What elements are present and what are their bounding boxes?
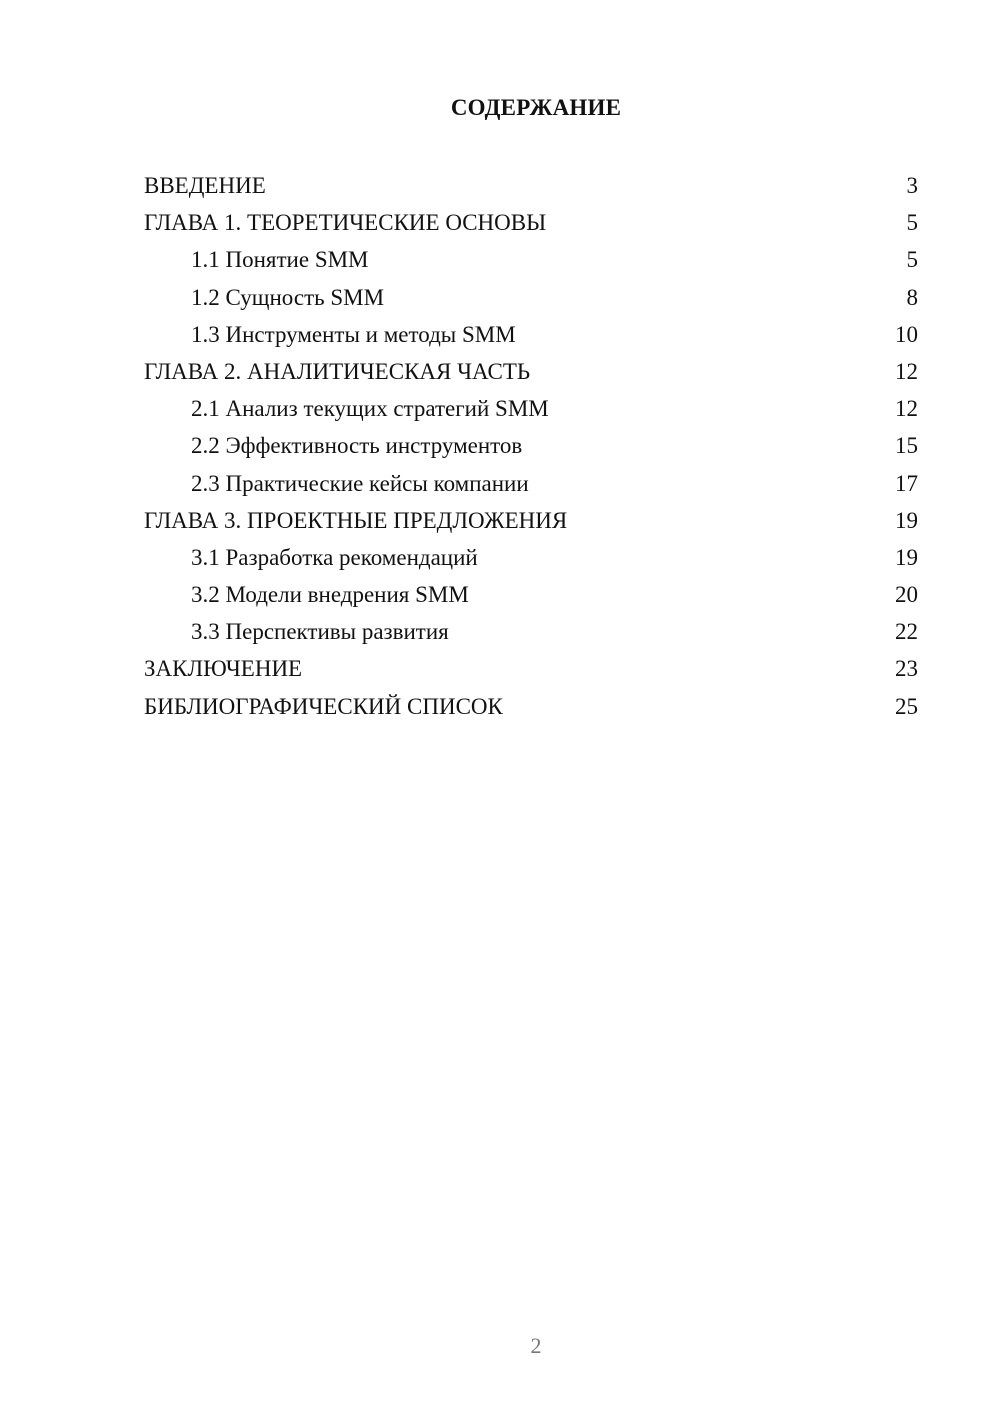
toc-entry-section-1-3[interactable] xyxy=(144,316,918,353)
toc-entry-label: 1.2 Сущность SMM xyxy=(191,284,385,310)
toc-entry-page: 15 xyxy=(895,433,918,459)
toc-entry-section-3-1[interactable] xyxy=(144,539,918,576)
toc-entry-section-2-3[interactable] xyxy=(144,465,918,502)
toc-entry-chapter-2[interactable] xyxy=(144,353,918,390)
toc-entry-label: ГЛАВА 1. ТЕОРЕТИЧЕСКИЕ ОСНОВЫ xyxy=(144,210,547,236)
toc-entry-label: ГЛАВА 3. ПРОЕКТНЫЕ ПРЕДЛОЖЕНИЯ xyxy=(144,507,568,533)
toc-entry-page: 12 xyxy=(895,396,918,422)
toc-entry-page: 10 xyxy=(895,321,918,347)
toc-entry-label: 1.1 Понятие SMM xyxy=(191,247,369,273)
toc-entry-page: 25 xyxy=(895,693,918,719)
toc-entry-label: 1.3 Инструменты и методы SMM xyxy=(191,321,516,347)
toc-entry-page: 22 xyxy=(895,619,918,645)
toc-entry-page: 19 xyxy=(895,507,918,533)
toc-entry-conclusion[interactable] xyxy=(144,650,918,687)
toc-entry-introduction[interactable] xyxy=(144,167,918,204)
toc-entry-page: 5 xyxy=(906,247,918,273)
toc-entry-section-2-1[interactable] xyxy=(144,390,918,427)
toc-entry-chapter-3[interactable] xyxy=(144,502,918,539)
toc-entry-page: 19 xyxy=(895,544,918,570)
toc-entry-bibliography[interactable] xyxy=(144,688,918,725)
toc-entry-label: ВВЕДЕНИЕ xyxy=(144,173,266,198)
toc-entry-section-1-1[interactable] xyxy=(144,241,918,278)
toc-entry-label: 2.3 Практические кейсы компании xyxy=(191,470,529,496)
toc-entry-chapter-1[interactable] xyxy=(144,204,918,241)
toc-entry-page: 3 xyxy=(906,173,918,198)
toc-entry-page: 20 xyxy=(895,582,918,608)
toc-entry-page: 23 xyxy=(895,656,918,682)
toc-entry-page: 12 xyxy=(895,358,918,384)
toc-entry-section-3-3[interactable] xyxy=(144,613,918,650)
toc-entry-label: ГЛАВА 2. АНАЛИТИЧЕСКАЯ ЧАСТЬ xyxy=(144,358,531,384)
toc-entry-page: 5 xyxy=(906,210,918,236)
toc-entry-label: ЗАКЛЮЧЕНИЕ xyxy=(144,656,303,682)
toc-entry-label: 3.1 Разработка рекомендаций xyxy=(191,544,478,570)
toc-entry-page: 17 xyxy=(895,470,918,496)
toc-entry-label: 2.1 Анализ текущих стратегий SMM xyxy=(191,396,549,422)
toc-entry-label: 3.3 Перспективы развития xyxy=(191,619,449,645)
toc-entry-section-3-2[interactable] xyxy=(144,576,918,613)
toc-entry-section-1-2[interactable] xyxy=(144,279,918,316)
toc-entry-section-2-2[interactable] xyxy=(144,427,918,464)
table-of-contents xyxy=(144,167,918,725)
toc-entry-page: 8 xyxy=(906,284,918,310)
page-title: СОДЕРЖАНИЕ xyxy=(450,95,622,120)
toc-entry-label: 2.2 Эффективность инструментов xyxy=(191,433,523,459)
page-number: 2 xyxy=(530,1333,542,1358)
toc-entry-label: БИБЛИОГРАФИЧЕСКИЙ СПИСОК xyxy=(144,693,503,719)
toc-entry-label: 3.2 Модели внедрения SMM xyxy=(191,582,469,608)
